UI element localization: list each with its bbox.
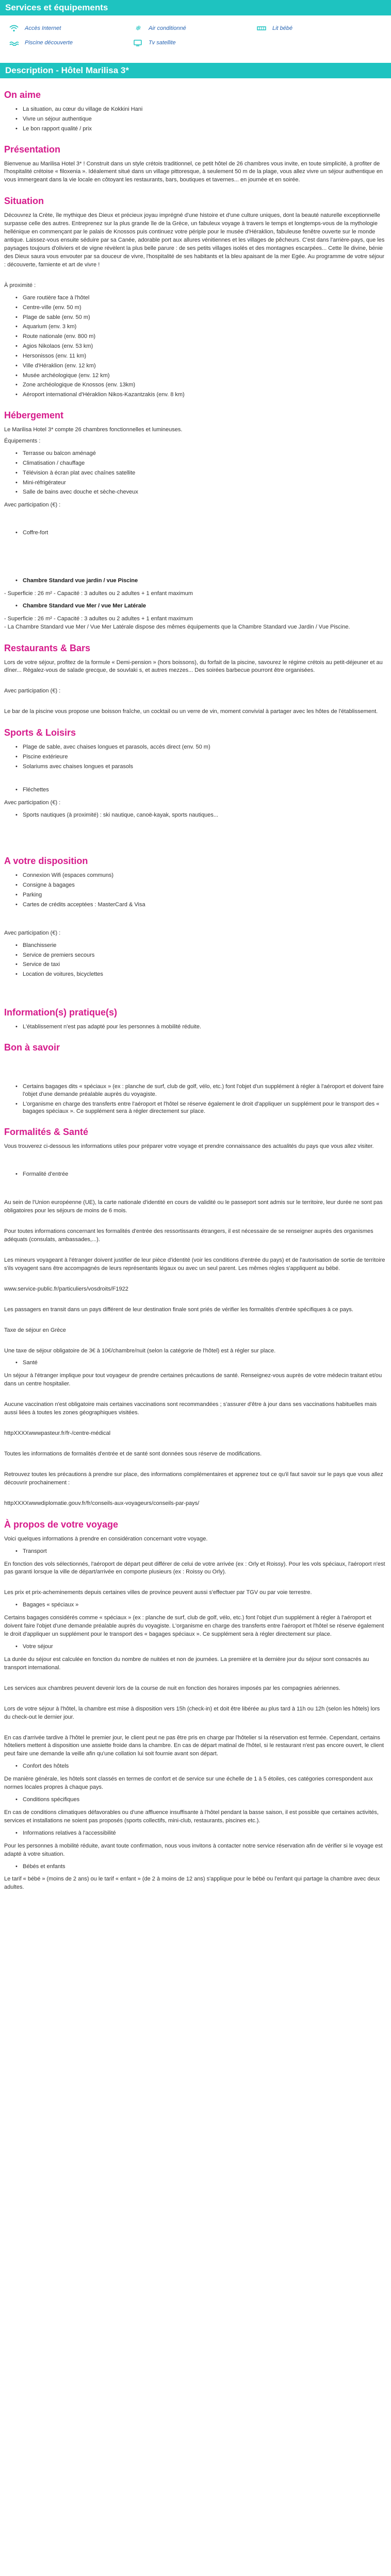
- propos-item: [15, 1863, 391, 1871]
- list-item: • Le bon rapport qualité / prix: [15, 125, 391, 133]
- formalites-paragraph: Pour toutes informations concernant les formalités d'entrée des ressortissants étrangers, il est nécessaire de se renseigner auprès des organismes adéquats (consulats, ambassades,...).: [4, 1228, 373, 1243]
- propos-paragraph: Certains bagages considérés comme « spéciaux » (ex : planche de surf, club de golf, vélo, etc.) font l'objet d'un supplément à régler à l'aéroport et doivent faire l'objet d'une demande préalable auprès du voyagiste. L'organisme en charge des transferts entre l'aéroport et l'hôtel se réserve également le droit d'appliquer un supplément pour le transport des « bagages spéciaux ». Ce supplément sera à régler directement sur place.: [4, 1615, 384, 1638]
- dispo-paid-list: [15, 942, 391, 978]
- section-title-situation: Situation: [4, 196, 44, 207]
- formalites-link[interactable]: httpXXXXwwwpasteur.fr/fr-/centre-médical: [4, 1430, 111, 1437]
- list-item: • L'organisme en charge des transferts entre l'aéroport et l'hôtel se réserve également le droit d'appliquer un supplément pour le transport des « bagages spéciaux ». Ce supplément sera à régler directement sur place.: [15, 1100, 391, 1116]
- participation-list: [15, 529, 391, 537]
- list-item: • Consigne à bagages: [15, 882, 391, 889]
- formalites-link[interactable]: httpXXXXwwwdiplomatie.gouv.fr/fr/conseils-aux-voyageurs/conseils-par-pays/: [4, 1500, 200, 1506]
- section-title-infos: Information(s) pratique(s): [4, 1007, 117, 1018]
- proximity-label: À proximité :: [4, 282, 36, 289]
- sports-list: [15, 743, 391, 771]
- list-item: • Santé: [15, 1359, 391, 1367]
- section-title-propos: À propos de votre voyage: [4, 1519, 119, 1530]
- list-item: • Climatisation / chauffage: [15, 460, 391, 467]
- list-item: • Transport: [15, 1548, 391, 1555]
- list-item: • Formalité d'entrée: [15, 1171, 391, 1178]
- amenity-baby-bed: [256, 25, 380, 32]
- amenity-label: Air conditionné: [149, 25, 186, 31]
- equipment-list: [15, 450, 391, 496]
- on-aime-list: [15, 106, 391, 133]
- list-item: • Plage de sable (env. 50 m): [15, 314, 391, 321]
- formalites-paragraph: Toutes les informations de formalités d'entrée et de santé sont données sous réserve de modifications.: [4, 1451, 262, 1457]
- hebergement-text: Le Marilisa Hotel 3* compte 26 chambres fonctionnelles et lumineuses.: [4, 427, 183, 433]
- amenity-label: Accès Internet: [25, 25, 61, 31]
- amenity-label: Tv satellite: [149, 40, 176, 46]
- list-item: • Conditions spécifiques: [15, 1796, 391, 1804]
- restaurants-text: Lors de votre séjour, profitez de la formule « Demi-pension » (hors boissons), du forfait de la piscine, savourez le régime crétois au petit-déjeuner et au dîner... Régalez-vous de salade grecque, de souvlaki s, et autres mezzes... Des soirées barbecue pourront être organisées.: [4, 659, 383, 674]
- section-title-presentation: Présentation: [4, 144, 61, 155]
- equipment-label: Équipements :: [4, 438, 41, 445]
- list-item: • Télévision à écran plat avec chaînes satellite: [15, 469, 391, 477]
- list-item: • Confort des hôtels: [15, 1762, 391, 1770]
- propos-intro: Voici quelques informations à prendre en considération concernant votre voyage.: [4, 1535, 208, 1542]
- list-item: • Zone archéologique de Knossos (env. 13km): [15, 381, 391, 389]
- amenity-internet: [8, 25, 132, 32]
- section-title-bon: Bon à savoir: [4, 1042, 60, 1053]
- formalites-paragraph: Une taxe de séjour obligatoire de 3€ à 10€/chambre/nuit (selon la catégorie de l'hôtel) est à régler sur place.: [4, 1347, 276, 1354]
- propos-paragraph: Pour les personnes à mobilité réduite, avant toute confirmation, nous vous invitons à contacter notre service réservation afin de vérifier si le voyage est adapté à votre situation.: [4, 1842, 383, 1857]
- snowflake-icon: ❄: [135, 24, 141, 32]
- list-item: • Vivre un séjour authentique: [15, 115, 391, 123]
- participation-label: Avec participation (€) :: [4, 929, 61, 936]
- list-item: • Blanchisserie: [15, 942, 391, 950]
- list-item: • Ville d'Héraklion (env. 12 km): [15, 362, 391, 370]
- wifi-icon: [8, 25, 20, 32]
- propos-item: [15, 1548, 391, 1555]
- room-title: • Chambre Standard vue Mer / vue Mer Latérale: [15, 602, 391, 610]
- participation-label: Avec participation (€) :: [4, 799, 61, 806]
- amenity-pool: [8, 39, 132, 46]
- list-item: • Centre-ville (env. 50 m): [15, 304, 391, 312]
- room-details: - Superficie : 26 m² - Capacité : 3 adultes ou 2 adultes + 1 enfant maximum - La Chambre Standard vue Mer / Vue Mer Latérale dispose des mêmes équipements que la Chambre Standard vue Jardin / Vue Piscine.: [4, 615, 350, 630]
- room-list-1: [15, 577, 391, 585]
- formalites-paragraph: Les passagers en transit dans un pays différent de leur destination finale sont priés de vérifier les formalités d'entrée spécifiques à ce pays.: [4, 1306, 353, 1313]
- list-item: • Location de voitures, bicyclettes: [15, 971, 391, 978]
- list-item: • Plage de sable, avec chaises longues et parasols, accès direct (env. 50 m): [15, 743, 391, 751]
- amenity-ac: [132, 25, 256, 32]
- situation-text: Découvrez la Crète, île mythique des Dieux et précieux joyau imprégné d'une histoire et d'une culture uniques, dont la beauté naturelle exceptionnelle surpasse celle des autres. Entreprenez sur la plus grande île de la Grèce, un fabuleux voyage à travers le temps et longtemps-vous de la mythologie hellénique en commençant par le palais de Knossos puis continuez votre périple pour le musée d'Héraklion, fabuleuse fenêtre ouverte sur le monde antique. Laissez-vous ensuite séduire par sa Canée, adorable port aux allures vénitiennes et les villages de pêcheurs. C'est dans l'arrière-pays, que les paysages toujours d'oliviers et de vigne révèlent la plus belle parure : de ses petits villages isolés et des montagnes escarpées... Cette île divine, bénie des Dieux saura vous envouter par sa douceur de vivre, l'hospitalité de ses habitants et la bleu apaisant de la mer Egée. Au programme de votre séjour : découverte, farniente et art de vivre !: [4, 212, 385, 268]
- baby-bed-icon: [256, 25, 267, 32]
- section-title-dispo: A votre disposition: [4, 856, 88, 867]
- formalites-paragraph: Aucune vaccination n'est obligatoire mais certaines vaccinations sont recommandées ; s'assurer d'être à jour dans ses vaccinations habituelles mais aussi liées à toutes les zones géographiques visitées.: [4, 1401, 377, 1416]
- participation-label: Avec participation (€) :: [4, 688, 61, 694]
- sports-paid-list: [15, 811, 391, 819]
- formalites-paragraph: Retrouvez toutes les précautions à prendre sur place, des informations complémentaires et apprenez tout ce qu'il faut savoir sur le pays que vous allez découvrir prochainement :: [4, 1471, 383, 1486]
- propos-item: [15, 1601, 391, 1609]
- list-item: • Service de premiers secours: [15, 952, 391, 959]
- services-header: Services et équipements: [0, 0, 391, 15]
- formalites-item-2: [15, 1359, 391, 1367]
- formalites-paragraph: Un séjour à l'étranger implique pour tout voyageur de prendre certaines précautions de santé. Renseignez-vous auprès de votre médecin traitant et/ou dans un centre hospitalier.: [4, 1372, 382, 1387]
- propos-item: [15, 1796, 391, 1804]
- list-item: • Sports nautiques (à proximité) : ski nautique, canoë-kayak, sports nautiques...: [15, 811, 391, 819]
- amenity-tv: [132, 39, 256, 46]
- section-title-sports: Sports & Loisirs: [4, 727, 76, 738]
- list-item: • Musée archéologique (env. 12 km): [15, 372, 391, 380]
- description-header: Description - Hôtel Marilisa 3*: [0, 63, 391, 78]
- propos-paragraph: Le tarif « bébé » (moins de 2 ans) ou le tarif « enfant » (de 2 à moins de 12 ans) s'applique pour le bébé ou l'enfant qui partage la chambre avec deux adultes.: [4, 1876, 380, 1891]
- propos-item: [15, 1643, 391, 1651]
- list-item: • Coffre-fort: [15, 529, 391, 537]
- section-title-hebergement: Hébergement: [4, 410, 64, 421]
- participation-label: Avec participation (€) :: [4, 502, 61, 509]
- list-item: • Bagages « spéciaux »: [15, 1601, 391, 1609]
- amenities-grid: [0, 15, 391, 50]
- propos-paragraph: La durée du séjour est calculée en fonction du nombre de nuitées et non de journées. La première et la dernière jour du séjour sont consacrés au transport international.: [4, 1656, 369, 1671]
- room-details: - Superficie : 26 m² - Capacité : 3 adultes ou 2 adultes + 1 enfant maximum: [4, 590, 193, 597]
- dispo-list: [15, 872, 391, 908]
- list-item: • Aéroport international d'Héraklion Nikos-Kazantzakis (env. 8 km): [15, 391, 391, 399]
- pool-icon: [8, 39, 20, 46]
- tv-icon: [132, 39, 143, 46]
- propos-item: [15, 1762, 391, 1770]
- amenity-label: Piscine découverte: [25, 40, 73, 46]
- propos-paragraph: Les services aux chambres peuvent devenir lors de la course de nuit en fonction des horaires imposés par les compagnies aériennes.: [4, 1685, 340, 1691]
- list-item: • Terrasse ou balcon aménagé: [15, 450, 391, 457]
- propos-item: [15, 1829, 391, 1837]
- restaurants-bar-text: Le bar de la piscine vous propose une boisson fraîche, un cocktail ou un verre de vin, moment convivial à partager avec les hôtes de l'établissement.: [4, 708, 378, 715]
- propos-paragraph: Lors de votre séjour à l'hôtel, la chambre est mise à disposition vers 15h (check-in) et doit être libérée au plus tard à 11h ou 12h (selon les hôtels) lors du check-out le dernier jour.: [4, 1705, 380, 1720]
- list-item: • Cartes de crédits acceptées : MasterCard & Visa: [15, 901, 391, 909]
- formalites-paragraph: Taxe de séjour en Grèce: [4, 1327, 66, 1333]
- list-item: • Solariums avec chaises longues et parasols: [15, 763, 391, 771]
- formalites-link[interactable]: www.service-public.fr/particuliers/vosdroits/F1922: [4, 1285, 128, 1292]
- list-item: • Agios Nikolaos (env. 53 km): [15, 343, 391, 350]
- list-item: • La situation, au cœur du village de Kokkini Hani: [15, 106, 391, 113]
- propos-paragraph: En cas de conditions climatiques défavorables ou d'une affluence insuffisante à l'hôtel pendant la basse saison, il est possible que certaines activités, services et installations ne soient pas proposés (sports collectifs, mini-club, restaurants, piscines etc.).: [4, 1809, 379, 1824]
- list-item: • Connexion Wifi (espaces communs): [15, 872, 391, 879]
- bon-list: [15, 1083, 391, 1115]
- list-item: • Salle de bains avec douche et sèche-cheveux: [15, 488, 391, 496]
- room-title: • Chambre Standard vue jardin / vue Piscine: [15, 577, 391, 585]
- list-item: • Votre séjour: [15, 1643, 391, 1651]
- list-item: • Route nationale (env. 800 m): [15, 333, 391, 341]
- propos-paragraph: En cas d'arrivée tardive à l'hôtel le premier jour, le client peut ne pas être pris en charge par l'hôtelier si la réservation est fermée. Cependant, certains hôteliers mettent à disposition une assiette froide dans la chambre. En cas de départ matinal de l'hôtel, si le restaurant n'est pas encore ouvert, le client peut faire une demande la veille afin qu'une collation lui soit fournie avant son départ.: [4, 1734, 384, 1757]
- list-item: • Informations relatives à l'accessibilité: [15, 1829, 391, 1837]
- list-item: • L'établissement n'est pas adapté pour les personnes à mobilité réduite.: [15, 1023, 391, 1031]
- list-item: • Piscine extérieure: [15, 753, 391, 761]
- sports-extra-list: [15, 786, 391, 794]
- formalites-intro: Vous trouverez ci-dessous les informations utiles pour préparer votre voyage et prendre connaissance des actualités du pays que vous allez visiter.: [4, 1143, 374, 1150]
- proximity-list: [15, 294, 391, 399]
- formalites-paragraph: Les mineurs voyageant à l'étranger doivent justifier de leur pièce d'identité (voir les conditions d'entrée du pays) et de l'autorisation de sortie de territoire s'ils voyagent sans être accompagnés de leurs représentants légaux ou avec un seul parent. Les mêmes règles s'appliquent au bébé.: [4, 1257, 385, 1272]
- list-item: • Bébés et enfants: [15, 1863, 391, 1871]
- list-item: • Mini-réfrigérateur: [15, 479, 391, 487]
- room-list-2: [15, 602, 391, 610]
- section-title-restaurants: Restaurants & Bars: [4, 642, 91, 653]
- formalites-item-1: [15, 1171, 391, 1178]
- amenity-label: Lit bébé: [272, 25, 293, 31]
- list-item: • Gare routière face à l'hôtel: [15, 294, 391, 302]
- section-title-formalites: Formalités & Santé: [4, 1127, 89, 1138]
- propos-paragraph: Les prix et prix-acheminements depuis certaines villes de province peuvent aussi s'effectuer par TGV ou par voie terrestre.: [4, 1589, 312, 1596]
- propos-paragraph: En fonction des vols sélectionnés, l'aéroport de départ peut différer de celui de votre arrivée (ex : Orly et Roissy). Pour les vols spéciaux, l'aéroport n'est pas garanti lorsque la ville de départ/arrivée en comporte plusieurs (ex : Roissy ou Orly).: [4, 1561, 385, 1575]
- section-title-on-aime: On aime: [4, 90, 41, 100]
- infos-list: [15, 1023, 391, 1031]
- list-item: • Fléchettes: [15, 786, 391, 794]
- list-item: • Certains bagages dits « spéciaux » (ex : planche de surf, club de golf, vélo, etc.) font l'objet d'un supplément à régler à l'aéroport et doivent faire l'objet d'une demande préalable auprès du voyagiste.: [15, 1083, 391, 1098]
- formalites-paragraph: Au sein de l'Union européenne (UE), la carte nationale d'identité en cours de validité ou le passeport sont admis sur le territoire, leur durée ne sont pas obligatoires pour les séjours de moins de 6 mois.: [4, 1199, 383, 1214]
- presentation-text: Bienvenue au Marilisa Hotel 3* ! Construit dans un style crétois traditionnel, ce petit hôtel de 26 chambres vous invite, en toute simplicité, à profiter de l'hospitalité crétoise « filoxenia ». Idéalement situé dans un village pittoresque, à seulement 50 m de la plage, vous allez vivre un séjour authentique en vous immergeant dans la vie locale en côtoyant les restaurants, bars, boutiques et tavernes... en journée et en soirée.: [4, 160, 383, 183]
- propos-paragraph: De manière générale, les hôtels sont classés en termes de confort et de service sur une échelle de 1 à 5 étoiles, ces catégories correspondent aux normes locales propres à chaque pays.: [4, 1776, 373, 1791]
- list-item: • Service de taxi: [15, 961, 391, 969]
- list-item: • Parking: [15, 891, 391, 899]
- list-item: • Hersonissos (env. 11 km): [15, 352, 391, 360]
- list-item: • Aquarium (env. 3 km): [15, 323, 391, 331]
